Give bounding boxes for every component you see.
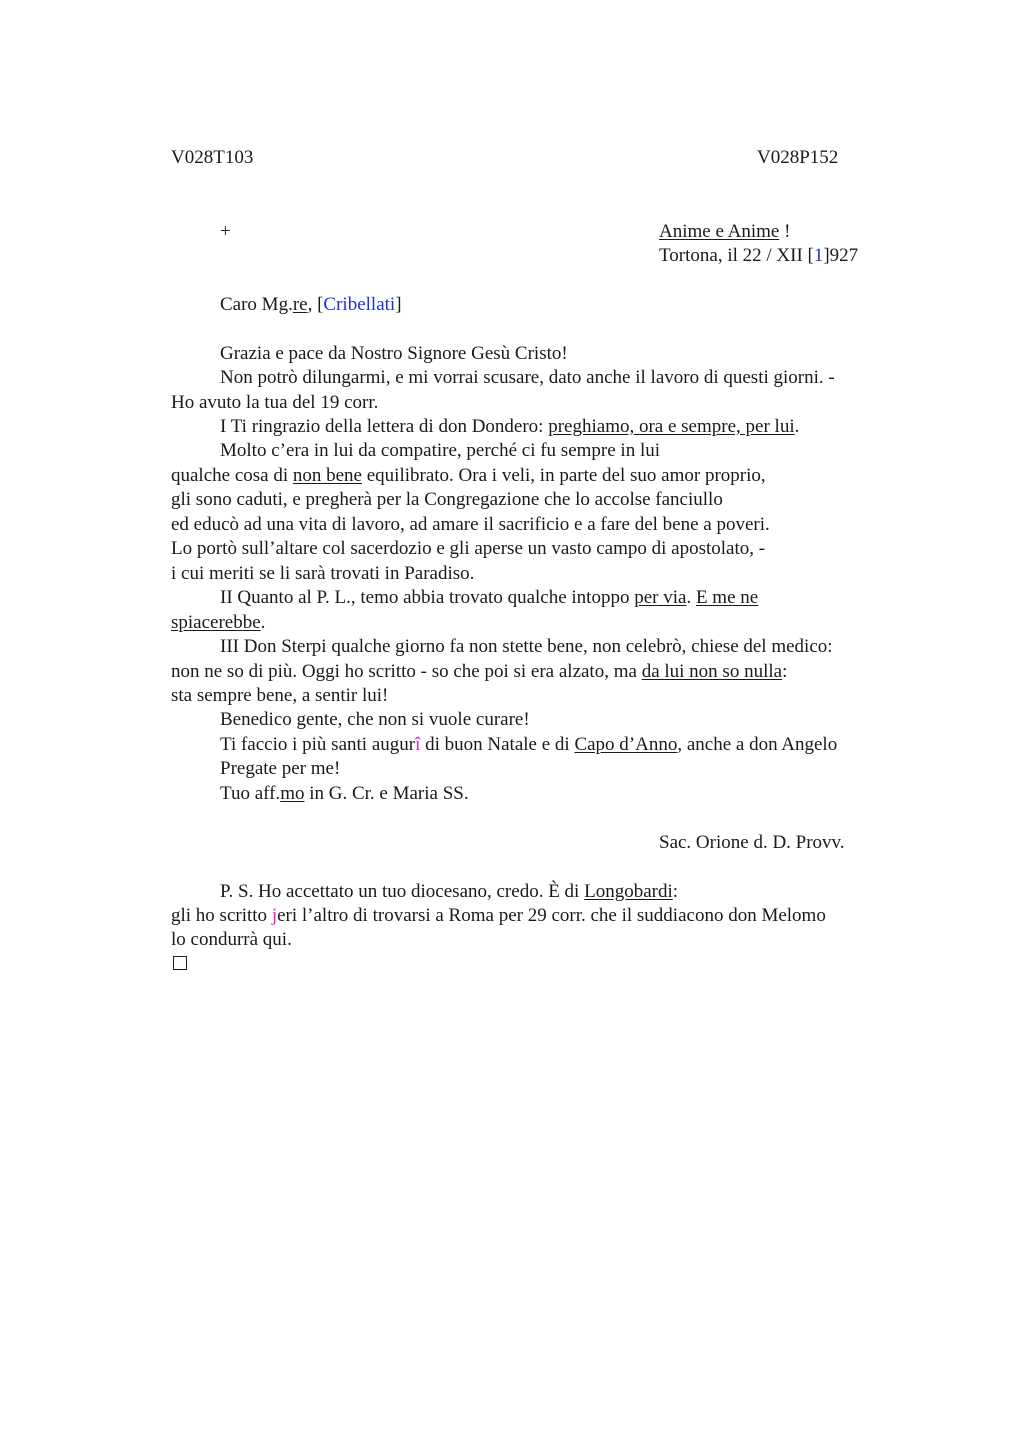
body-line-12-b: .	[260, 612, 266, 633]
date-line	[659, 244, 858, 268]
postscript-line-1-underlined: Longobardi	[584, 881, 673, 902]
body-line-13: III Don Sterpi qualche giorno fa non stette bene, non celebrò, chiese del medico:	[220, 636, 833, 657]
signature: Sac. Orione d. D. Provv.	[659, 832, 845, 853]
body-line-3: Ho avuto la tua del 19 corr.	[171, 392, 379, 413]
body-line-17	[220, 733, 837, 757]
end-of-document-box	[173, 956, 187, 970]
body-line-17-editorial-char: î	[415, 734, 421, 755]
salutation-comma: , [	[307, 294, 324, 315]
body-line-17-underlined: Capo d’Anno	[574, 734, 678, 755]
body-line-19-a: Tuo aff.	[220, 783, 281, 804]
body-line-19	[220, 782, 469, 806]
body-line-16: Benedico gente, che non si vuole curare!	[220, 709, 530, 730]
salutation-prefix: Caro Mg.	[220, 294, 293, 315]
body-line-12	[171, 611, 265, 635]
postscript-line-2-editorial-char: j	[271, 905, 278, 926]
body-line-15: sta sempre bene, a sentir lui!	[171, 685, 389, 706]
body-line-10: i cui meriti se li sarà trovati in Paradiso.	[171, 563, 475, 584]
body-line-17-e: , anche a don Angelo	[677, 734, 838, 755]
motto-exclamation: !	[779, 221, 791, 242]
body-line-19-c: in G. Cr. e Maria SS.	[304, 783, 469, 804]
body-line-4-c: .	[794, 416, 800, 437]
postscript-line-3: lo condurrà qui.	[171, 929, 292, 950]
body-line-5: Molto c’era in lui da compatire, perché ci fu sempre in lui	[220, 440, 661, 461]
body-line-11-underlined-2: E me ne	[695, 587, 759, 608]
body-line-6-underlined: non bene	[292, 465, 362, 486]
document-code-left: V028T103	[171, 147, 254, 168]
postscript-line-1	[220, 880, 678, 904]
body-line-17-a: Ti faccio i più santi augur	[220, 734, 416, 755]
motto	[659, 220, 790, 244]
body-line-6-c: equilibrato. Ora i veli, in parte del suo amor proprio,	[362, 465, 766, 486]
postscript-line-1-c: :	[672, 881, 679, 902]
body-line-4	[220, 415, 799, 439]
body-line-14-underlined: da lui non so nulla	[641, 661, 783, 682]
body-line-18: Pregate per me!	[220, 758, 341, 779]
body-line-12-underlined: spiacerebbe	[171, 612, 261, 633]
date-suffix: ]927	[823, 245, 859, 266]
postscript-line-2-c: eri l’altro di trovarsi a Roma per 29 corr. che il suddiacono don Melomo	[277, 905, 826, 926]
body-line-17-c: di buon Natale e di	[420, 734, 575, 755]
cross-symbol: +	[220, 221, 231, 242]
body-line-1: Grazia e pace da Nostro Signore Gesù Cristo!	[220, 343, 568, 364]
salutation-close: ]	[395, 294, 402, 315]
body-line-19-underlined: mo	[280, 783, 305, 804]
postscript-line-1-a: P. S. Ho accettato un tuo diocesano, credo. È di	[220, 881, 585, 902]
document-code-right: V028P152	[757, 147, 839, 168]
body-line-2: Non potrò dilungarmi, e mi vorrai scusare, dato anche il lavoro di questi giorni. -	[220, 367, 835, 388]
date-prefix: Tortona, il 22 / XII [	[659, 245, 814, 266]
salutation-abbr: re	[292, 294, 308, 315]
body-line-11	[220, 586, 758, 610]
salutation-editorial-name: Cribellati	[323, 294, 396, 315]
motto-text: Anime e Anime	[659, 221, 780, 242]
date-editorial-digit: 1	[813, 245, 824, 266]
body-line-11-a: II Quanto al P. L., temo abbia trovato qualche intoppo	[220, 587, 635, 608]
body-line-6	[171, 464, 766, 488]
body-line-9: Lo portò sull’altare col sacerdozio e gli aperse un vasto campo di apostolato, -	[171, 538, 766, 559]
body-line-11-c: .	[686, 587, 696, 608]
body-line-14-a: non ne so di più. Oggi ho scritto - so che poi si era alzato, ma	[171, 661, 642, 682]
body-line-8: ed educò ad una vita di lavoro, ad amare il sacrificio e a fare del bene a poveri.	[171, 514, 770, 535]
salutation	[220, 293, 402, 317]
body-line-4-underlined: preghiamo, ora e sempre, per lui	[548, 416, 795, 437]
body-line-11-underlined: per via	[634, 587, 687, 608]
body-line-4-a: I Ti ringrazio della lettera di don Dondero:	[220, 416, 549, 437]
postscript-line-2-a: gli ho scritto	[171, 905, 272, 926]
postscript-line-2	[171, 904, 826, 928]
body-line-14	[171, 660, 787, 684]
body-line-7: gli sono caduti, e pregherà per la Congregazione che lo accolse fanciullo	[171, 489, 723, 510]
body-line-14-c: :	[782, 661, 788, 682]
body-line-6-a: qualche cosa di	[171, 465, 293, 486]
